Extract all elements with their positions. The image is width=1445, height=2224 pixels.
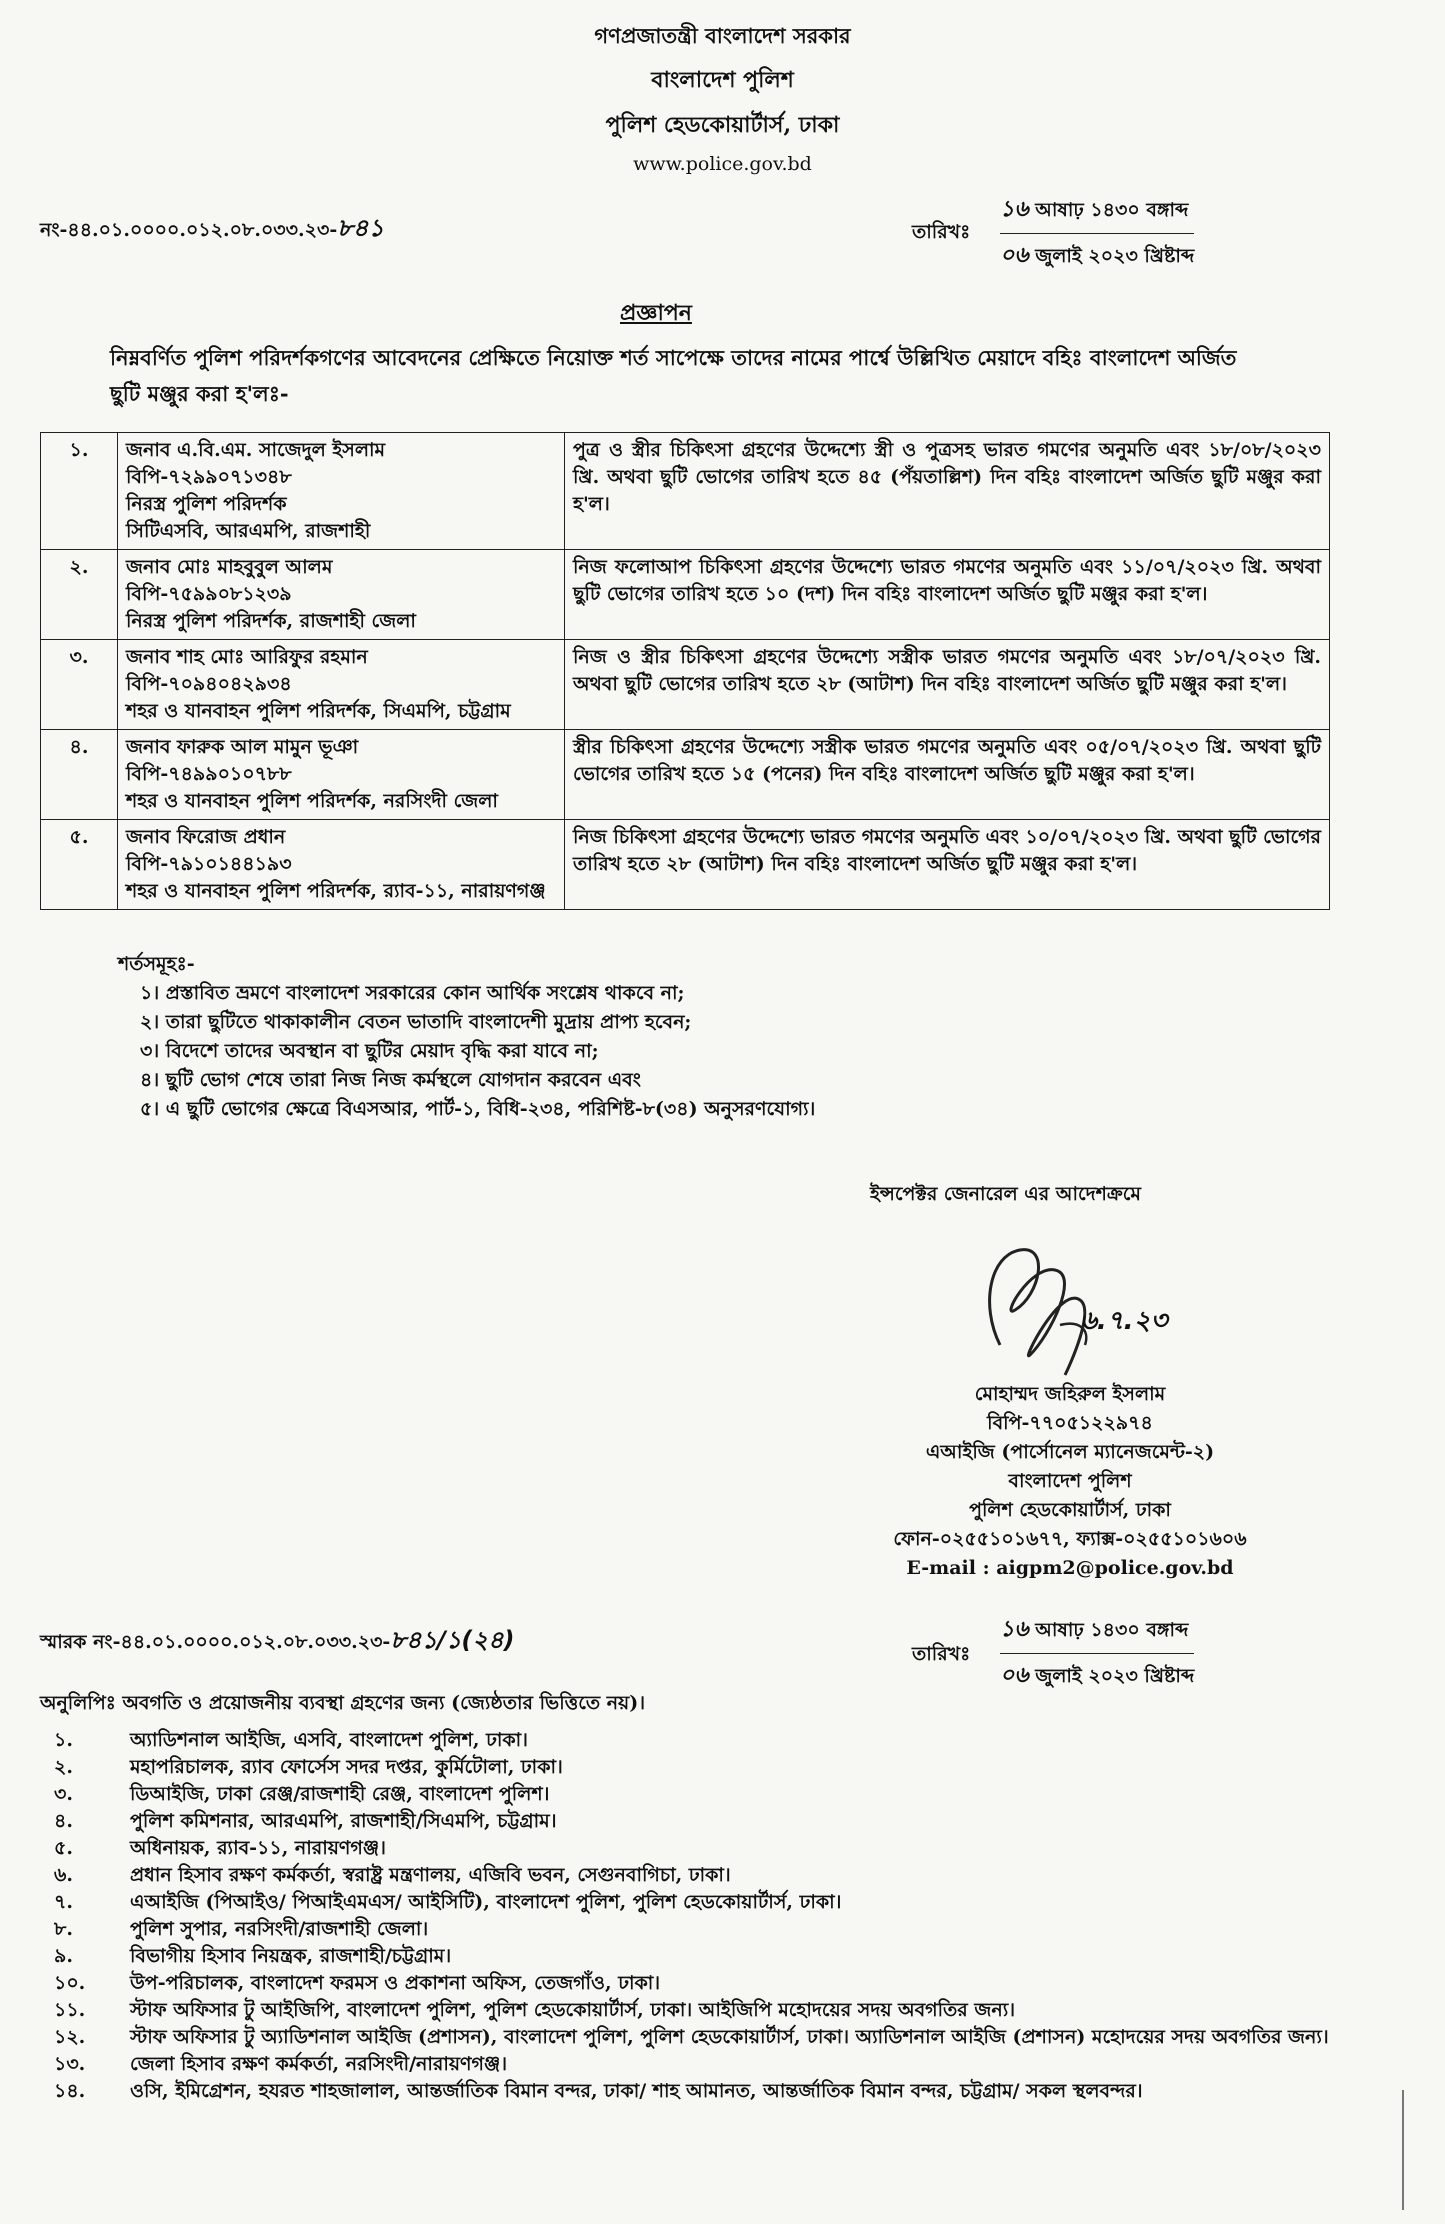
officer-line: বিপি-৭০৯৪০৪২৯৩৪: [126, 673, 292, 695]
list-item: [40, 1889, 1380, 1916]
list-item-text: ওসি, ইমিগ্রেশন, হযরত শাহজালাল, আন্তর্জাতিক বিমান বন্দর, ঢাকা/ শাহ আমানত, আন্তর্জাতিক বিমান বন্দর, চট্টগ্রাম/ সকল স্থলবন্দর।: [130, 2080, 1143, 2102]
memo2-date-label: তারিখঃ: [912, 1643, 971, 1665]
list-item-number: ৯.: [54, 1945, 73, 1967]
row-number: ৫.: [41, 820, 118, 910]
memo2-date-bangla-hand: ১৬: [1000, 1617, 1029, 1642]
memo-number-text: নং-৪৪.০১.০০০০.০১২.০৮.০৩৩.২৩-: [40, 219, 338, 241]
memo2-date-bangla: আষাঢ় ১৪৩০ বঙ্গাব্দ: [1035, 1619, 1189, 1641]
date-label: তারিখঃ: [912, 221, 971, 243]
memo-number: [40, 210, 384, 250]
date-english-hand: ০৬: [1000, 243, 1029, 268]
distribution: [40, 1690, 1380, 2105]
list-item-text: পুলিশ কমিশনার, আরএমপি, রাজশাহী/সিএমপি, চট্টগ্রাম।: [130, 1810, 557, 1832]
list-item-number: ১১.: [54, 1999, 86, 2021]
list-item-number: ৩.: [54, 1783, 73, 1805]
list-item: [40, 1781, 1380, 1808]
list-item-number: ১২.: [54, 2026, 86, 2048]
signatory-designation: এআইজি (পার্সোনেল ম্যানেজমেন্ট-২): [925, 1441, 1215, 1463]
list-item-number: ৭.: [54, 1891, 73, 1913]
officer-line: জনাব শাহ মোঃ আরিফুর রহমান: [126, 646, 368, 668]
table-row: [41, 640, 1330, 730]
officer-line: শহর ও যানবাহন পুলিশ পরিদর্শক, সিএমপি, চট্টগ্রাম: [126, 700, 511, 722]
signature-date-hand: ৬.৭.২৩: [1080, 1306, 1168, 1336]
list-item: [40, 1808, 1380, 1835]
officer-line: শহর ও যানবাহন পুলিশ পরিদর্শক, নরসিংদী জেলা: [126, 790, 498, 812]
list-item-text: ডিআইজি, ঢাকা রেঞ্জ/রাজশাহী রেঞ্জ, বাংলাদেশ পুলিশ।: [130, 1783, 550, 1805]
list-item-number: ২.: [54, 1756, 73, 1778]
conditions: [118, 950, 816, 1124]
signatory-email[interactable]: E-mail : aigpm2@police.gov.bd: [906, 1557, 1234, 1579]
memo2-date-english-hand: ০৬: [1000, 1663, 1029, 1688]
list-item-text: এআইজি (পিআইও/ পিআইএমএস/ আইসিটি), বাংলাদেশ পুলিশ, পুলিশ হেডকোয়ার্টার্স, ঢাকা।: [130, 1891, 842, 1913]
signatory-org: বাংলাদেশ পুলিশ: [1008, 1470, 1132, 1492]
list-item-text: অধিনায়ক, র‍্যাব-১১, নারায়ণগঞ্জ।: [130, 1837, 386, 1859]
list-item-text: স্টাফ অফিসার টু আইজিপি, বাংলাদেশ পুলিশ, পুলিশ হেডকোয়ার্টার্স, ঢাকা। আইজিপি মহোদয়ের সদয় অবগতির জন্য।: [130, 1999, 1016, 2021]
officer-line: বিপি-৭৪৯৯০১০৭৮৮: [126, 763, 292, 785]
govt-name: গণপ্রজাতন্ত্রী বাংলাদেশ সরকার: [594, 23, 851, 48]
list-item: [40, 2051, 1380, 2078]
memo2-date-english: জুলাই ২০২৩ খ্রিষ্টাব্দ: [1035, 1665, 1195, 1687]
condition-item: ৪। ছুটি ভোগ শেষে তারা নিজ নিজ কর্মস্থলে যোগদান করবেন এবং: [140, 1069, 641, 1091]
list-item-number: ৮.: [54, 1918, 73, 1940]
list-item: [40, 2024, 1380, 2051]
memo2-number: [40, 1622, 515, 1662]
officer-line: বিপি-৭২৯৯০৭১৩৪৮: [126, 466, 292, 488]
leave-description: পুত্র ও স্ত্রীর চিকিৎসা গ্রহণের উদ্দেশ্যে স্ত্রী ও পুত্রসহ ভারত গমণের অনুমতি এবং ১৮/০৮/২০২৩ খ্রি. অথবা ছুটি ভোগের তারিখ হতে ৪৫ (পঁয়তাল্লিশ) দিন বহিঃ বাংলাদেশ অর্জিত ছুটি মঞ্জুর করা হ'ল।: [565, 433, 1330, 550]
notice-title: প্রজ্ঞাপন: [620, 300, 692, 326]
order-by: ইন্সপেক্টর জেনারেল এর আদেশক্রমে: [870, 1183, 1141, 1205]
row-number: ৪.: [41, 730, 118, 820]
list-item: [40, 1862, 1380, 1889]
list-item-number: ৬.: [54, 1864, 73, 1886]
leave-description: স্ত্রীর চিকিৎসা গ্রহণের উদ্দেশ্যে সস্ত্রীক ভারত গমণের অনুমতি এবং ০৫/০৭/২০২৩ খ্রি. অথবা ছুটি ভোগের তারিখ হতে ১৫ (পনের) দিন বহিঃ বাংলাদেশ অর্জিত ছুটি মঞ্জুর করা হ'ল।: [565, 730, 1330, 820]
officer-cell: [118, 433, 565, 550]
notice-intro: নিম্নবর্ণিত পুলিশ পরিদর্শকগণের আবেদনের প্রেক্ষিতে নিয়োক্ত শর্ত সাপেক্ষে তাদের নামের পার্শ্বে উল্লিখিত মেয়াদে বহিঃ বাংলাদেশ অর্জিত ছুটি মঞ্জুর করা হ'লঃ-: [110, 345, 1237, 406]
officer-cell: [118, 730, 565, 820]
signatory-name: মোহাম্মদ জহিরুল ইসলাম: [974, 1383, 1166, 1405]
date-bangla: আষাঢ় ১৪৩০ বঙ্গাব্দ: [1035, 199, 1189, 221]
leave-description: নিজ চিকিৎসা গ্রহণের উদ্দেশ্যে ভারত গমণের অনুমতি এবং ১০/০৭/২০২৩ খ্রি. অথবা ছুটি ভোগের তারিখ হতে ২৮ (আটাশ) দিন বহিঃ বাংলাদেশ অর্জিত ছুটি মঞ্জুর করা হ'ল।: [565, 820, 1330, 910]
leave-table: [40, 432, 1330, 910]
table-row: [41, 730, 1330, 820]
officer-line: সিটিএসবি, আরএমপি, রাজশাহী: [126, 520, 371, 542]
table-row: [41, 433, 1330, 550]
row-number: ৩.: [41, 640, 118, 730]
list-item-text: অ্যাডিশনাল আইজি, এসবি, বাংলাদেশ পুলিশ, ঢাকা।: [130, 1729, 528, 1751]
website-link[interactable]: www.police.gov.bd: [633, 153, 812, 175]
list-item-number: ১০.: [54, 1972, 86, 1994]
officer-line: জনাব এ.বি.এম. সাজেদুল ইসলাম: [126, 439, 386, 461]
list-item-text: বিভাগীয় হিসাব নিয়ন্ত্রক, রাজশাহী/চট্টগ্রাম।: [130, 1945, 452, 1967]
list-item-text: প্রধান হিসাব রক্ষণ কর্মকর্তা, স্বরাষ্ট্র মন্ত্রণালয়, এজিবি ভবন, সেগুনবাগিচা, ঢাকা।: [130, 1864, 731, 1886]
condition-item: ৫। এ ছুটি ভোগের ক্ষেত্রে বিএসআর, পার্ট-১, বিধি-২৩৪, পরিশিষ্ট-৮(৩৪) অনুসরণযোগ্য।: [140, 1098, 816, 1120]
list-item: [40, 1916, 1380, 1943]
row-number: ১.: [41, 433, 118, 550]
list-item-number: ১৩.: [54, 2053, 86, 2075]
date-english: জুলাই ২০২৩ খ্রিষ্টাব্দ: [1035, 245, 1195, 267]
list-item: [40, 1727, 1380, 1754]
memo-number-hand: ৮৪১: [337, 214, 384, 242]
list-item-text: জেলা হিসাব রক্ষণ কর্মকর্তা, নরসিংদী/নারায়ণগঞ্জ।: [130, 2053, 508, 2075]
conditions-title: শর্তসমূহঃ-: [118, 953, 195, 975]
list-item-number: ১.: [54, 1729, 73, 1751]
list-item: [40, 1970, 1380, 1997]
list-item-text: স্টাফ অফিসার টু অ্যাডিশনাল আইজি (প্রশাসন), বাংলাদেশ পুলিশ, পুলিশ হেডকোয়ার্টার্স, ঢাকা। অ্যাডিশনাল আইজি (প্রশাসন) মহোদয়ের সদয় অবগতির জন্য।: [130, 2026, 1329, 2048]
office-name: পুলিশ হেডকোয়ার্টার্স, ঢাকা: [605, 112, 840, 138]
list-item-text: পুলিশ সুপার, নরসিংদী/রাজশাহী জেলা।: [130, 1918, 429, 1940]
officer-line: বিপি-৭৯১০১৪৪১৯৩: [126, 853, 292, 875]
table-row: [41, 820, 1330, 910]
margin-line: [1402, 2090, 1404, 2210]
list-item: [40, 1754, 1380, 1781]
officer-line: বিপি-৭৫৯৯০৮১২৩৯: [126, 583, 292, 605]
list-item: [40, 2078, 1380, 2105]
list-item-number: ৫.: [54, 1837, 73, 1859]
list-item: [40, 1943, 1380, 1970]
date-bangla-hand: ১৬: [1000, 197, 1029, 222]
officer-cell: [118, 820, 565, 910]
officer-line: জনাব ফারুক আল মামুন ভূঞা: [126, 736, 359, 758]
officer-line: জনাব মোঃ মাহবুবুল আলম: [126, 556, 333, 578]
memo2-number-text: স্মারক নং-৪৪.০১.০০০০.০১২.০৮.০৩৩.২৩-: [40, 1631, 391, 1653]
condition-item: ২। তারা ছুটিতে থাকাকালীন বেতন ভাতাদি বাংলাদেশী মুদ্রায় প্রাপ্য হবেন;: [140, 1011, 692, 1033]
condition-item: ১। প্রস্তাবিত ভ্রমণে বাংলাদেশ সরকারের কোন আর্থিক সংশ্লেষ থাকবে না;: [140, 982, 685, 1004]
condition-item: ৩। বিদেশে তাদের অবস্থান বা ছুটির মেয়াদ বৃদ্ধি করা যাবে না;: [140, 1040, 599, 1062]
officer-cell: [118, 550, 565, 640]
letterhead: [0, 20, 1445, 175]
org-name: বাংলাদেশ পুলিশ: [651, 67, 794, 93]
list-item-text: উপ-পরিচালক, বাংলাদেশ ফরমস ও প্রকাশনা অফিস, তেজগাঁও, ঢাকা।: [130, 1972, 661, 1994]
list-item: [40, 1997, 1380, 2024]
memo2-date: [1000, 1612, 1194, 1695]
signatory-phone: ফোন-০২৫৫১০১৬৭৭, ফ্যাক্স-০২৫৫১০১৬০৬: [893, 1528, 1247, 1550]
officer-line: শহর ও যানবাহন পুলিশ পরিদর্শক, র‍্যাব-১১, নারায়ণগঞ্জ: [126, 880, 546, 902]
list-item: [40, 1835, 1380, 1862]
officer-cell: [118, 640, 565, 730]
officer-line: নিরস্ত্র পুলিশ পরিদর্শক, রাজশাহী জেলা: [126, 610, 416, 632]
list-item-text: মহাপরিচালক, র‍্যাব ফোর্সেস সদর দপ্তর, কুর্মিটোলা, ঢাকা।: [130, 1756, 563, 1778]
signature-block: [860, 1380, 1280, 1583]
signatory-bp: বিপি-৭৭০৫১২২৯৭৪: [987, 1412, 1153, 1434]
distribution-intro: অনুলিপিঃ অবগতি ও প্রয়োজনীয় ব্যবস্থা গ্রহণের জন্য (জ্যেষ্ঠতার ভিত্তিতে নয়)।: [40, 1692, 646, 1714]
row-number: ২.: [41, 550, 118, 640]
leave-description: নিজ ফলোআপ চিকিৎসা গ্রহণের উদ্দেশ্যে ভারত গমণের অনুমতি এবং ১১/০৭/২০২৩ খ্রি. অথবা ছুটি ভোগের তারিখ হতে ১০ (দশ) দিন বহিঃ বাংলাদেশ অর্জিত ছুটি মঞ্জুর করা হ'ল।: [565, 550, 1330, 640]
memo-date: [1000, 192, 1194, 275]
signatory-office: পুলিশ হেডকোয়ার্টার্স, ঢাকা: [969, 1499, 1171, 1521]
list-item-number: ১৪.: [54, 2080, 86, 2102]
list-item-number: ৪.: [54, 1810, 73, 1832]
officer-line: নিরস্ত্র পুলিশ পরিদর্শক: [126, 493, 287, 515]
table-row: [41, 550, 1330, 640]
leave-description: নিজ ও স্ত্রীর চিকিৎসা গ্রহণের উদ্দেশ্যে সস্ত্রীক ভারত গমণের অনুমতি এবং ১৮/০৭/২০২৩ খ্রি. অথবা ছুটি ভোগের তারিখ হতে ২৮ (আটাশ) দিন বহিঃ বাংলাদেশ অর্জিত ছুটি মঞ্জুর করা হ'ল।: [565, 640, 1330, 730]
memo2-number-hand: ৮৪১/১(২৪): [390, 1626, 515, 1654]
officer-line: জনাব ফিরোজ প্রধান: [126, 826, 286, 848]
